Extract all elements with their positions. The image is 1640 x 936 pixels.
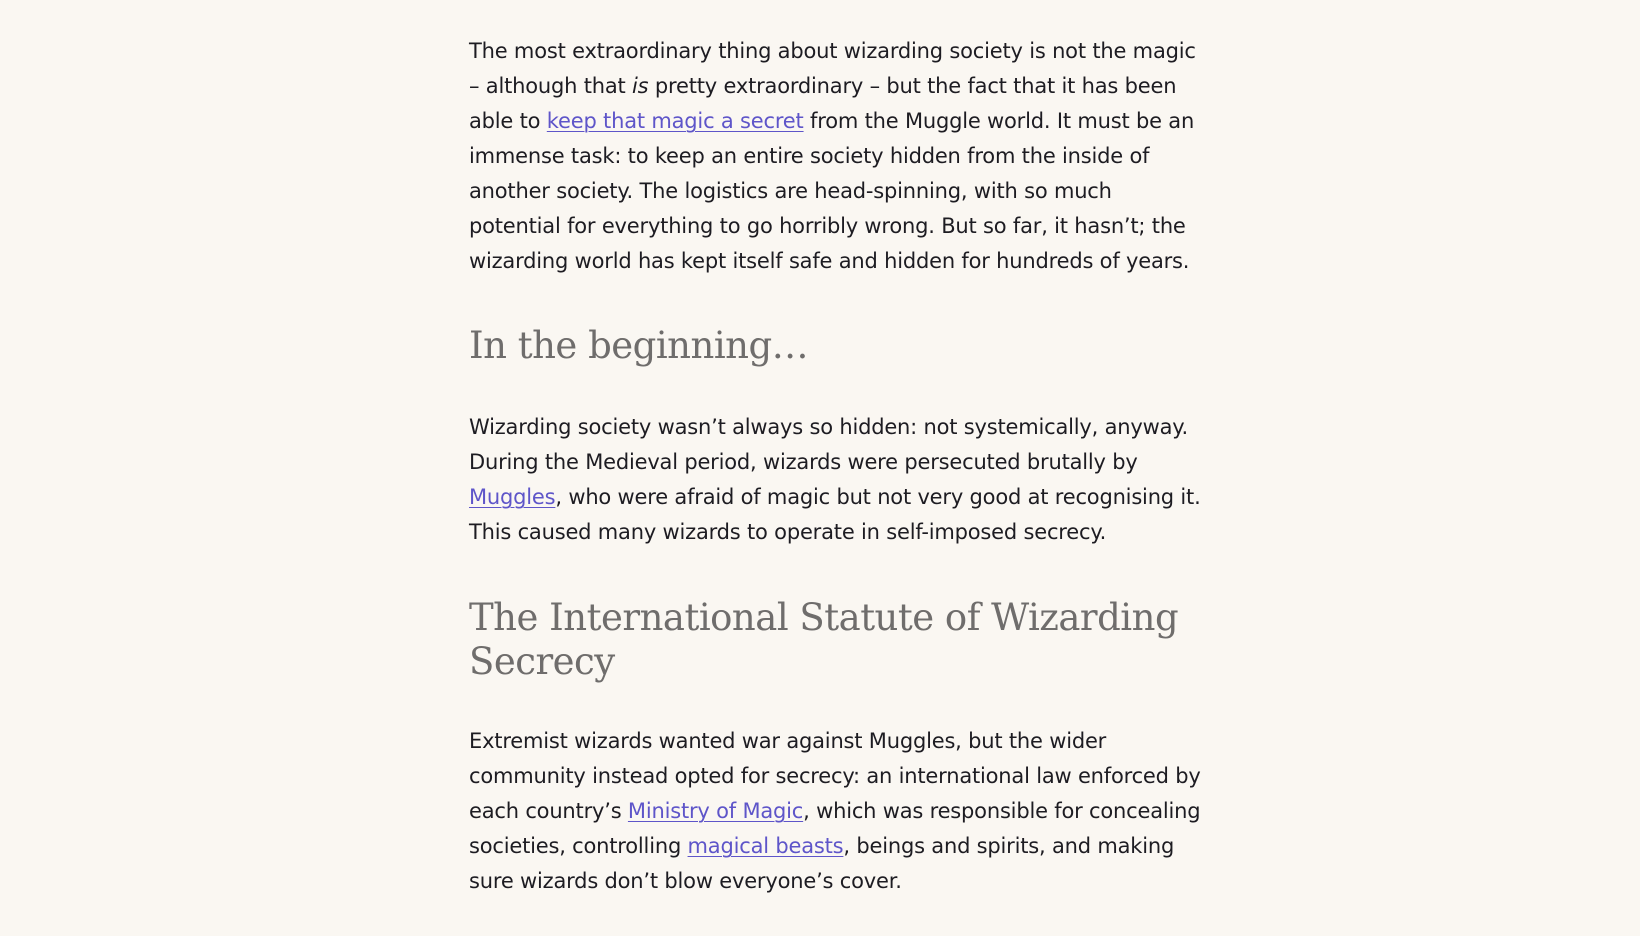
section-heading-beginning: In the beginning… — [469, 324, 809, 367]
link-muggles[interactable]: Muggles — [469, 485, 556, 509]
paragraph-medieval — [469, 410, 1209, 550]
paragraph-text: Extremist wizards wanted war against Muggles, but the wider community instead opted for secrecy: an international law enforced by each country’s — [469, 729, 1201, 823]
paragraph-statute — [469, 724, 1209, 899]
paragraph-secrecy-intro — [469, 34, 1209, 279]
paragraph-text: , beings and spirits, and making sure wizards don’t blow everyone’s cover. — [469, 834, 1175, 893]
paragraph-text: from the Muggle world. It must be an immense task: to keep an entire society hidden from the inside of another society. The logistics are head-spinning, with so much potential for everything to go horribly wrong. But so far, it hasn’t; the wizarding world has kept itself safe and hidden for hundreds of years. — [469, 109, 1195, 273]
paragraph-text: pretty extraordinary – but the fact that it has been able to — [469, 74, 1177, 133]
link-magical-beasts[interactable]: magical beasts — [687, 834, 844, 858]
paragraph-text: Wizarding society wasn’t always so hidden: not systemically, anyway. During the Medieval period, wizards were persecuted brutally by — [469, 415, 1188, 474]
paragraph-text: , which was responsible for concealing societies, controlling — [469, 799, 1201, 858]
link-ministry-of-magic[interactable]: Ministry of Magic — [627, 799, 804, 823]
link-keep-magic-secret[interactable]: keep that magic a secret — [546, 109, 804, 133]
section-heading-statute: The International Statute of Wizarding Secrecy — [469, 596, 1179, 683]
emphasis-text: is — [632, 74, 649, 98]
paragraph-text: , who were afraid of magic but not very good at recognising it. This caused many wizards to operate in self-imposed secrecy. — [469, 485, 1201, 544]
paragraph-text: The most extraordinary thing about wizarding society is not the magic – although that — [469, 39, 1196, 98]
